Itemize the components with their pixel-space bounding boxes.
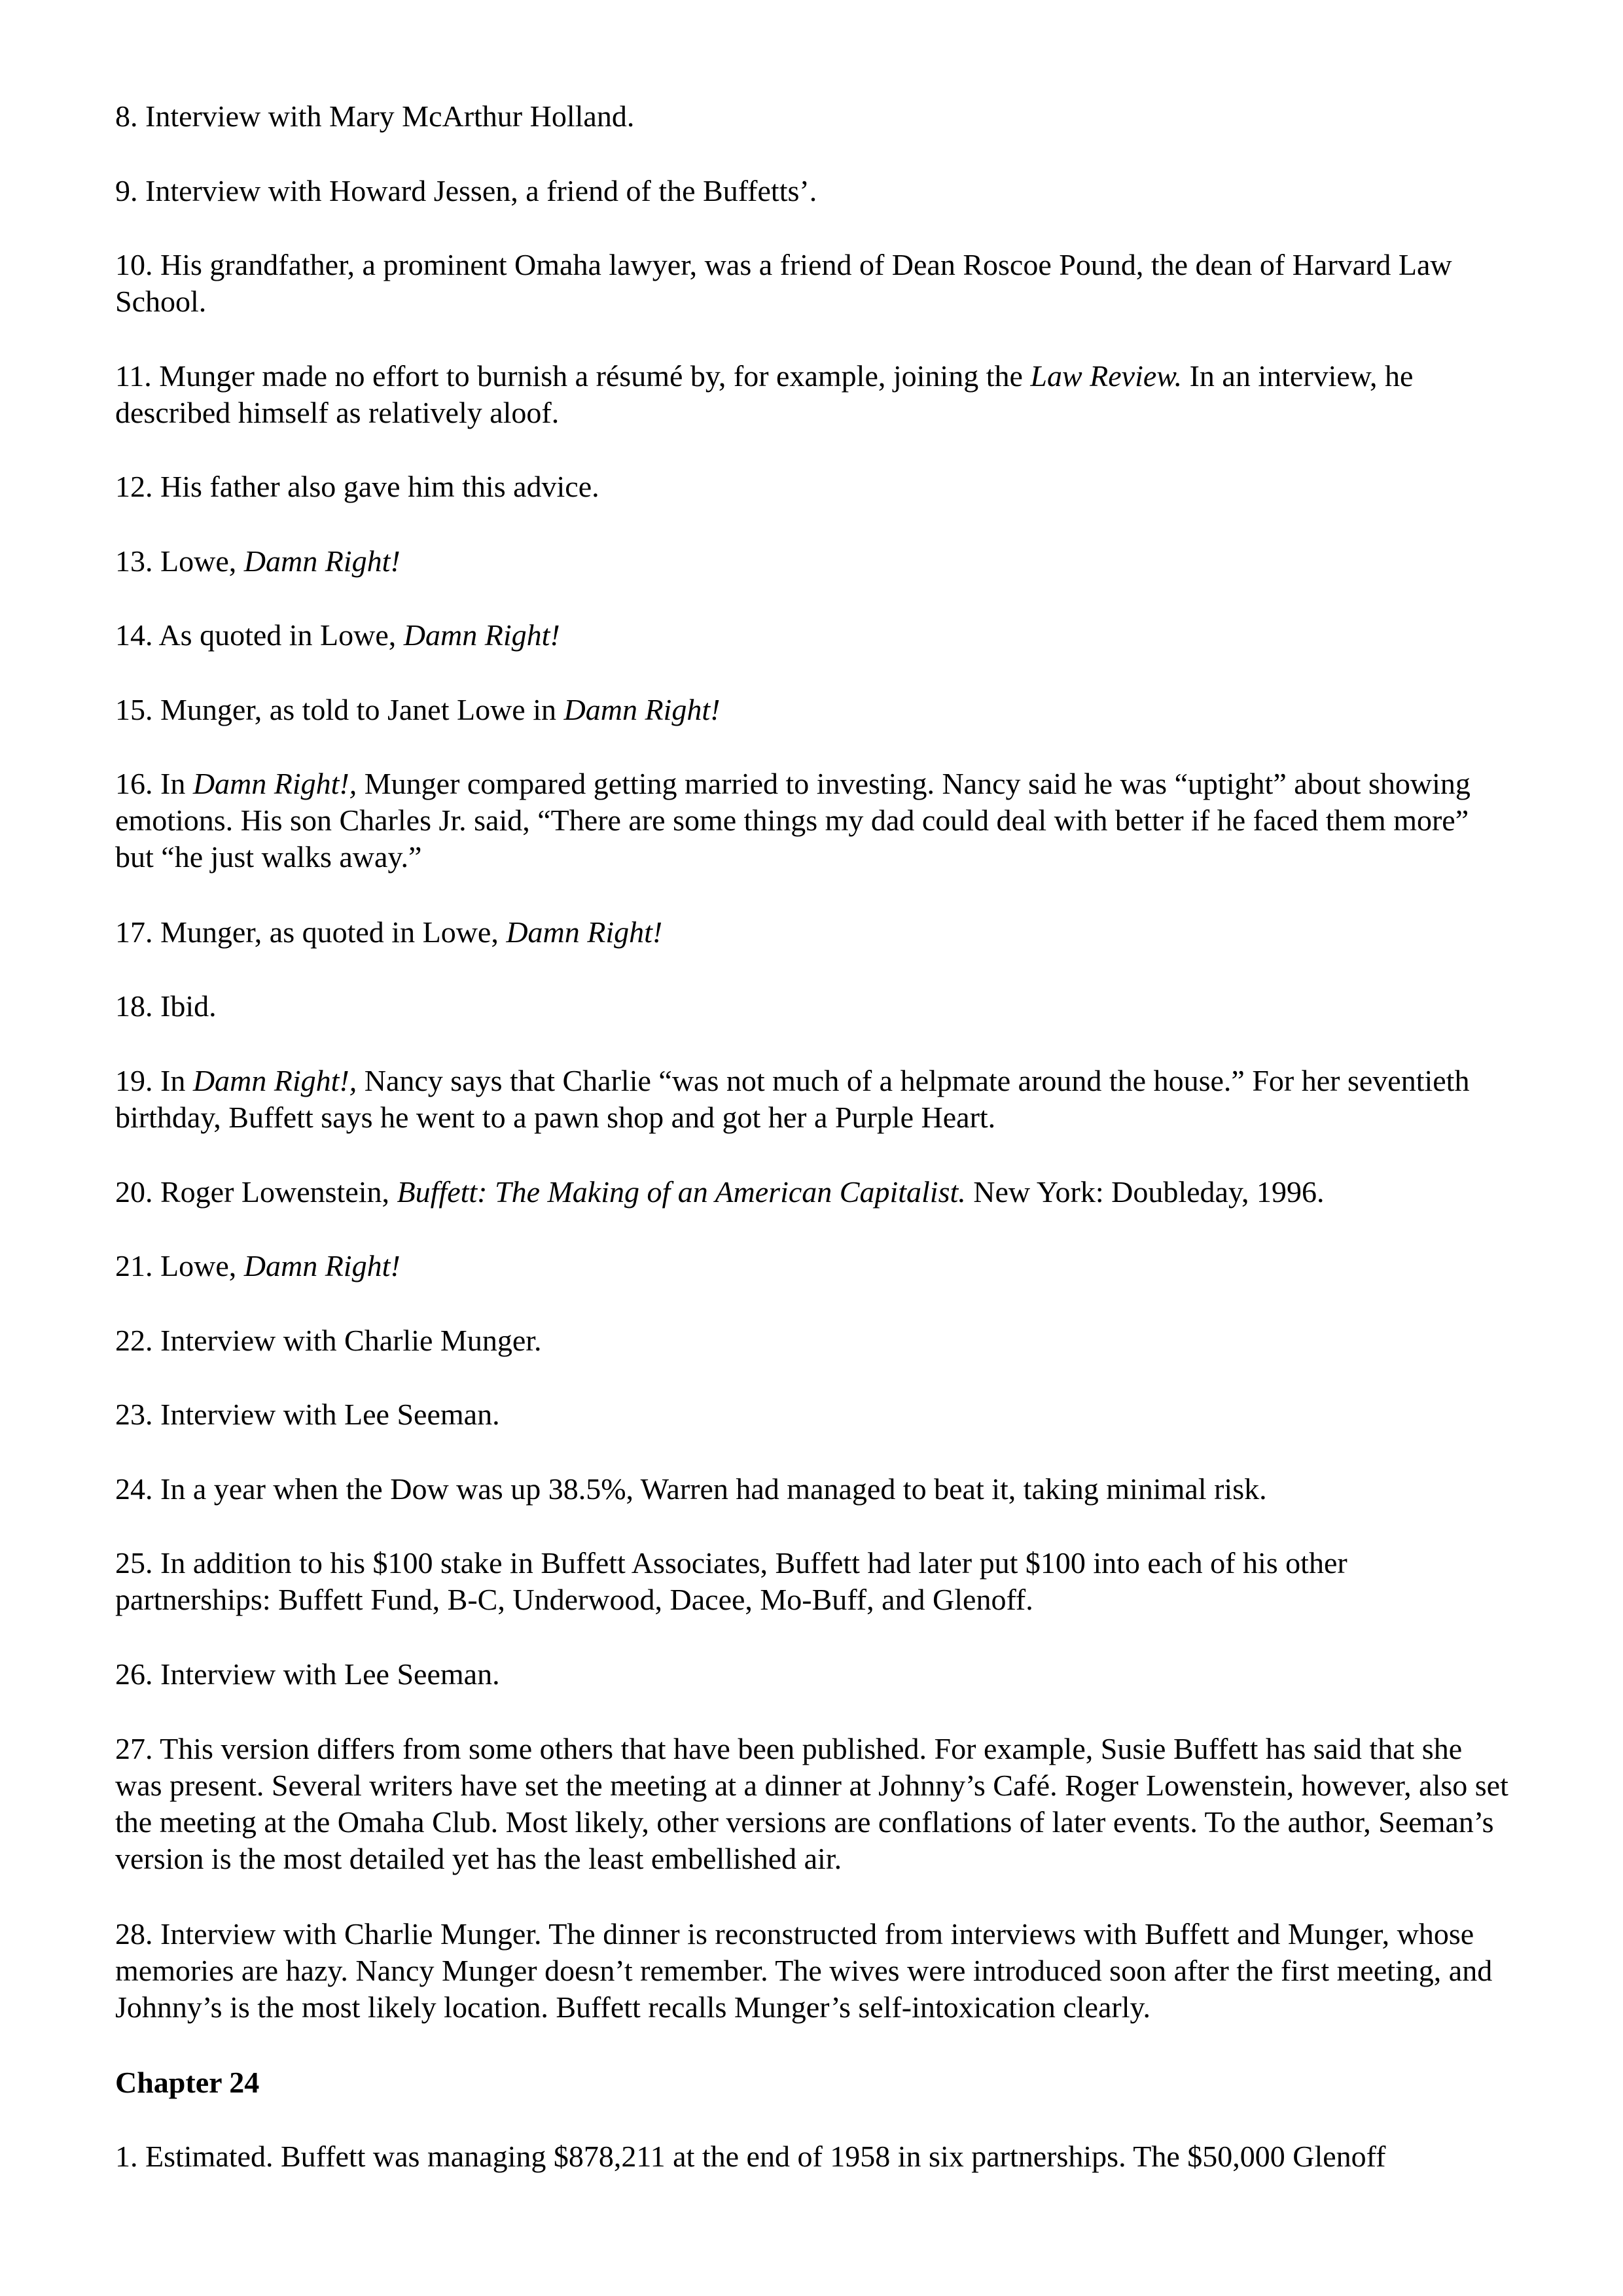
note-20: [115, 1174, 1509, 1210]
note-italic-title: Damn Right!: [506, 915, 663, 949]
note-14: [115, 617, 1509, 654]
note-text: 1. Estimated. Buffett was managing $878,211 at the end of 1958 in six partnerships. The $50,000 Glenoff: [115, 2140, 1386, 2173]
note-22: [115, 1322, 1509, 1359]
note-text: 10. His grandfather, a prominent Omaha lawyer, was a friend of Dean Roscoe Pound, the dean of Harvard Law School.: [115, 248, 1452, 318]
note-15: [115, 692, 1509, 728]
note-text: 11. Munger made no effort to burnish a résumé by, for example, joining the: [115, 359, 1031, 393]
note-text: 18. Ibid.: [115, 989, 217, 1023]
note-16: [115, 766, 1509, 875]
note-text: In an interview, he described himself as relatively aloof.: [115, 359, 1414, 429]
note-text: 19. In: [115, 1064, 193, 1097]
note-italic-title: Law Review.: [1030, 359, 1183, 393]
note-text: 9. Interview with Howard Jessen, a friend of the Buffetts’.: [115, 174, 817, 207]
note-13: [115, 543, 1509, 580]
note-text: 24. In a year when the Dow was up 38.5%, Warren had managed to beat it, taking minimal risk.: [115, 1472, 1267, 1506]
note-italic-title: Damn Right!: [563, 693, 721, 726]
note-26: [115, 1656, 1509, 1693]
note-18: [115, 988, 1509, 1025]
note-italic-title: Buffett: The Making of an American Capitalist.: [397, 1175, 966, 1209]
note-text: 12. His father also gave him this advice.: [115, 470, 599, 503]
note-12: [115, 468, 1509, 505]
note-italic-title: Damn Right!,: [192, 1064, 357, 1097]
note-27: [115, 1731, 1509, 1877]
note-25: [115, 1545, 1509, 1618]
note-17: [115, 914, 1509, 951]
note-23: [115, 1396, 1509, 1433]
note-text: 26. Interview with Lee Seeman.: [115, 1657, 500, 1691]
note-9: [115, 173, 1509, 209]
note-text: 21. Lowe,: [115, 1249, 244, 1282]
chapter-24-note-1: [115, 2138, 1509, 2175]
note-text: 15. Munger, as told to Janet Lowe in: [115, 693, 564, 726]
note-text: 25. In addition to his $100 stake in Buffett Associates, Buffett had later put $100 into each of his other partnerships: Buffett Fund, B-C, Underwood, Dacee, Mo-Buff, and Glenoff.: [115, 1546, 1347, 1616]
note-24: [115, 1471, 1509, 1508]
note-text: Munger compared getting married to investing. Nancy said he was “uptight” about showing emotions. His son Charles Jr. said, “There are some things my dad could deal with better if he faced them more” but “he just walks away.”: [115, 767, 1471, 874]
note-text: 28. Interview with Charlie Munger. The dinner is reconstructed from interviews with Buffett and Munger, whose memories are hazy. Nancy Munger doesn’t remember. The wives were introduced soon after the first meeting, and Johnny’s is the most likely location. Buffett recalls Munger’s self-intoxication clearly.: [115, 1917, 1493, 2024]
note-8: [115, 98, 1509, 135]
note-text: 8. Interview with Mary McArthur Holland.: [115, 99, 635, 133]
note-text: 27. This version differs from some others that have been published. For example, Susie Buffett has said that she was present. Several writers have set the meeting at a dinner at Johnny’s Café. Roger Lowenstein, however, also set the meeting at the Omaha Club. Most likely, other versions are conflations of later events. To the author, Seeman’s version is the most detailed yet has the least embellished air.: [115, 1732, 1508, 1875]
note-italic-title: Damn Right!: [403, 618, 560, 652]
note-11: [115, 358, 1509, 431]
note-text: New York: Doubleday, 1996.: [965, 1175, 1325, 1209]
note-text: 13. Lowe,: [115, 544, 244, 578]
note-text: 23. Interview with Lee Seeman.: [115, 1398, 500, 1431]
note-text: 16. In: [115, 767, 193, 800]
note-italic-title: Damn Right!: [243, 544, 401, 578]
note-text: 14. As quoted in Lowe,: [115, 618, 404, 652]
note-text: Nancy says that Charlie “was not much of a helpmate around the house.” For her seventieth birthday, Buffett says he went to a pawn shop and got her a Purple Heart.: [115, 1064, 1470, 1134]
note-text: 17. Munger, as quoted in Lowe,: [115, 915, 507, 949]
chapter-heading: Chapter 24: [115, 2066, 260, 2099]
note-text: 22. Interview with Charlie Munger.: [115, 1324, 542, 1357]
note-28: [115, 1916, 1509, 2026]
note-italic-title: Damn Right!: [243, 1249, 401, 1282]
note-italic-title: Damn Right!,: [192, 767, 357, 800]
note-19: [115, 1063, 1509, 1136]
note-text: 20. Roger Lowenstein,: [115, 1175, 397, 1209]
note-10: [115, 247, 1509, 320]
note-21: [115, 1248, 1509, 1284]
